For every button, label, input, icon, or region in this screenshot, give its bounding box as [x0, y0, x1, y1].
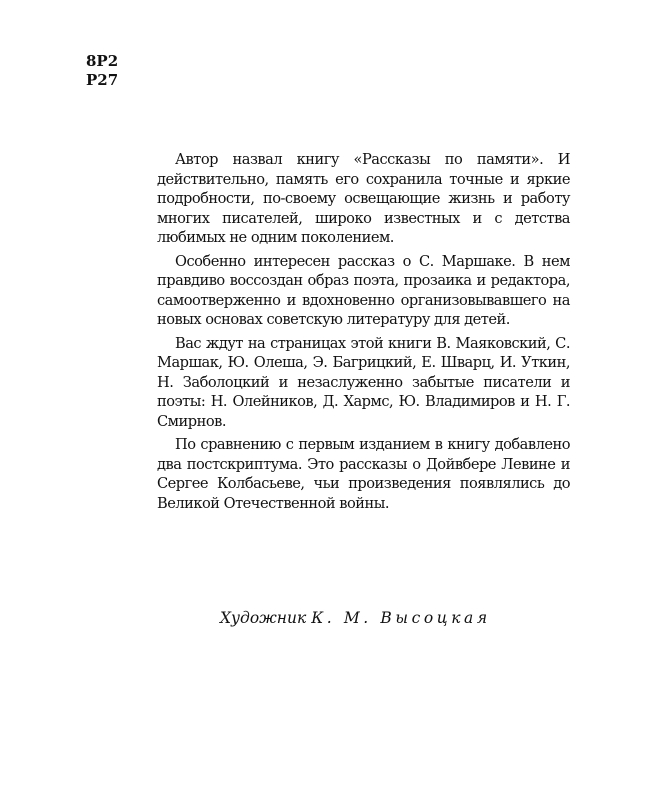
book-annotation — [157, 150, 570, 517]
annotation-paragraph-1: Автор назвал книгу «Рассказы по памяти». И действительно, память его сохранила точные и яркие подробности, по-своему освещающие жизнь и работу многих писателей, широко известных и с детства любимых не одним поколением. — [157, 151, 570, 246]
author-code: Р27 — [86, 71, 119, 89]
annotation-paragraph-4: По сравнению с первым изданием в книгу добавлено два постскриптума. Это рассказы о Дойвбере Левине и Сергее Колбасьеве, чьи произведения появлялись до Великой Отечественной войны. — [157, 436, 570, 512]
illustrator-credit — [220, 609, 491, 627]
annotation-paragraph-3: Вас ждут на страницах этой книги В. Маяковский, С. Маршак, Ю. Олеша, Э. Багрицкий, Е. Шварц, И. Уткин, Н. Заболоцкий и незаслуженно забытые писатели и поэты: Н. Олейников, Д. Хармс, Ю. Владимиров и Н. Г. Смирнов. — [157, 334, 570, 430]
illustrator-name: К. М. Высоцкая — [311, 609, 491, 627]
bbk-index: 8Р2 — [86, 52, 119, 70]
annotation-paragraph-2: Особенно интересен рассказ о С. Маршаке. В нем правдиво воссоздан образ поэта, прозаика и редактора, самоотверженно и вдохновенно организовывавшего на новых основах советскую литературу для детей. — [157, 252, 570, 328]
catalog-index — [86, 52, 118, 90]
illustrator-role: Художник — [220, 609, 307, 627]
